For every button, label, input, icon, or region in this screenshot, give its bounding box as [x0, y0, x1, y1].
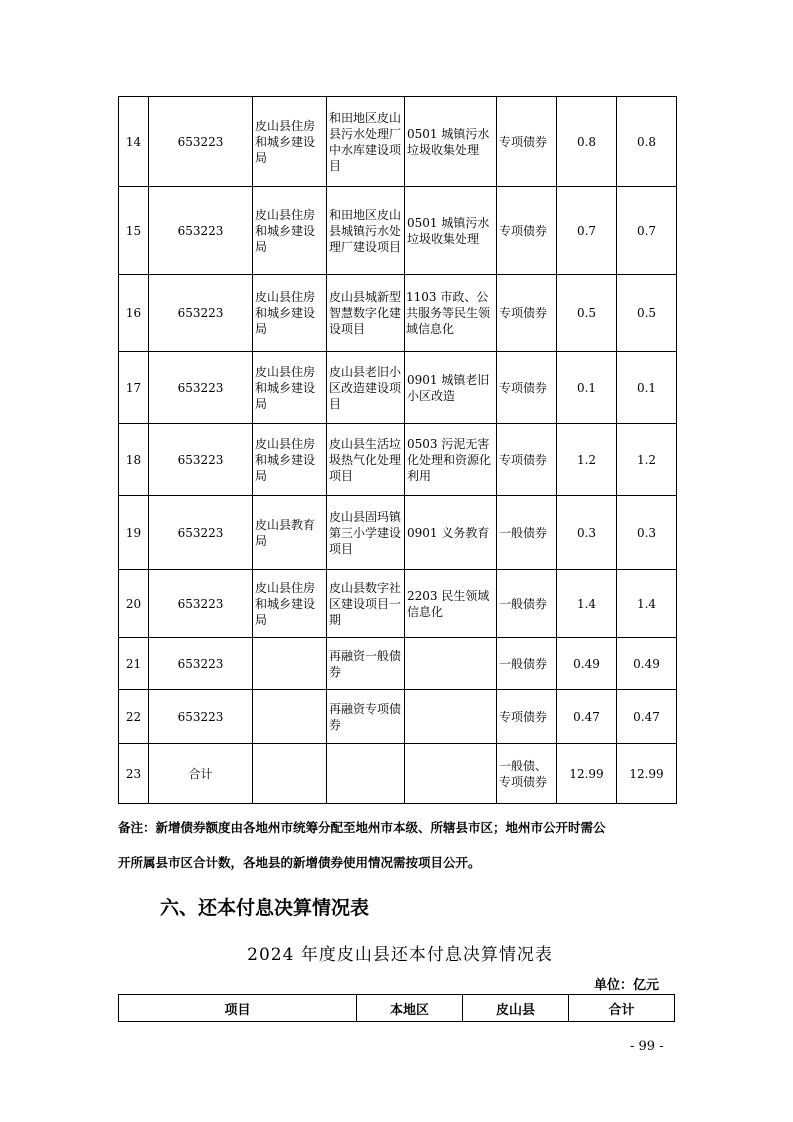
- project-category: 0501 城镇污水垃圾收集处理: [405, 187, 497, 275]
- page-number: - 99 -: [630, 1039, 664, 1054]
- repayment-table-header: [118, 994, 675, 1022]
- project-name: 皮山县数字社区建设项目一期: [327, 570, 405, 638]
- table-row: [119, 97, 677, 187]
- amount-total: 1.2: [617, 424, 677, 496]
- table-row: [119, 275, 677, 352]
- project-name: 和田地区皮山县城镇污水处理厂建设项目: [327, 187, 405, 275]
- department: [253, 690, 327, 744]
- unit-label: 单位：亿元: [594, 978, 660, 993]
- project-category: 0501 城镇污水垃圾收集处理: [405, 97, 497, 187]
- region-code: 653223: [149, 187, 253, 275]
- project-name: 皮山县城新型智慧数字化建设项目: [327, 275, 405, 352]
- table-row: [119, 496, 677, 570]
- department: 皮山县住房和城乡建设局: [253, 352, 327, 424]
- region-code: 653223: [149, 496, 253, 570]
- department: 皮山县住房和城乡建设局: [253, 275, 327, 352]
- amount: 0.1: [557, 352, 617, 424]
- row-number: 17: [119, 352, 149, 424]
- bond-type: 专项债券: [497, 690, 557, 744]
- header-total: 合计: [569, 995, 675, 1022]
- project-name: 再融资一般债券: [327, 638, 405, 690]
- department: [253, 744, 327, 804]
- region-code: 653223: [149, 570, 253, 638]
- bond-type: 专项债券: [497, 187, 557, 275]
- amount-total: 0.8: [617, 97, 677, 187]
- amount: 0.49: [557, 638, 617, 690]
- project-name: 皮山县生活垃圾热气化处理项目: [327, 424, 405, 496]
- project-name: 皮山县固玛镇第三小学建设项目: [327, 496, 405, 570]
- note-line-1: 备注：新增债券额度由各地州市统筹分配至地州市本级、所辖县市区；地州市公开时需公: [118, 820, 606, 835]
- amount: 0.47: [557, 690, 617, 744]
- bond-type: 一般债券: [497, 638, 557, 690]
- table-row: [119, 187, 677, 275]
- bond-type: 专项债券: [497, 352, 557, 424]
- row-number: 22: [119, 690, 149, 744]
- amount: 1.2: [557, 424, 617, 496]
- amount: 0.8: [557, 97, 617, 187]
- table-row-total: [119, 744, 677, 804]
- bond-type: 专项债券: [497, 97, 557, 187]
- row-number: 16: [119, 275, 149, 352]
- project-name: 皮山县老旧小区改造建设项目: [327, 352, 405, 424]
- table-row: [119, 424, 677, 496]
- table-row: [119, 638, 677, 690]
- department: 皮山县住房和城乡建设局: [253, 424, 327, 496]
- amount-total: 12.99: [617, 744, 677, 804]
- project-category: 0901 义务教育: [405, 496, 497, 570]
- row-number: 19: [119, 496, 149, 570]
- bond-usage-table: [118, 96, 677, 804]
- row-number: 21: [119, 638, 149, 690]
- amount: 12.99: [557, 744, 617, 804]
- bond-type: 专项债券: [497, 424, 557, 496]
- header-pishan-county: 皮山县: [463, 995, 569, 1022]
- project-category: 0901 城镇老旧小区改造: [405, 352, 497, 424]
- project-name: [327, 744, 405, 804]
- project-name: 再融资专项债券: [327, 690, 405, 744]
- region-code: 653223: [149, 638, 253, 690]
- bond-type: 一般债券: [497, 496, 557, 570]
- header-item: 项目: [119, 995, 357, 1022]
- amount-total: 0.1: [617, 352, 677, 424]
- row-number: 20: [119, 570, 149, 638]
- amount-total: 0.47: [617, 690, 677, 744]
- header-row: [119, 995, 675, 1022]
- project-category: 2203 民生领域信息化: [405, 570, 497, 638]
- project-category: 1103 市政、公共服务等民生领域信息化: [405, 275, 497, 352]
- bond-type: 一般债、专项债券: [497, 744, 557, 804]
- note-line-2: 开所属县市区合计数，各地县的新增债券使用情况需按项目公开。: [118, 855, 481, 870]
- amount-total: 1.4: [617, 570, 677, 638]
- project-category: [405, 744, 497, 804]
- region-code: 653223: [149, 352, 253, 424]
- row-number: 15: [119, 187, 149, 275]
- bond-type: 专项债券: [497, 275, 557, 352]
- project-name: 和田地区皮山县污水处理厂中水库建设项目: [327, 97, 405, 187]
- amount: 0.5: [557, 275, 617, 352]
- project-category: [405, 638, 497, 690]
- region-code: 653223: [149, 97, 253, 187]
- amount-total: 0.3: [617, 496, 677, 570]
- department: [253, 638, 327, 690]
- table-title: 2024 年度皮山县还本付息决算情况表: [247, 945, 553, 965]
- region-code: 653223: [149, 424, 253, 496]
- total-label: 合计: [149, 744, 253, 804]
- region-code: 653223: [149, 690, 253, 744]
- amount-total: 0.5: [617, 275, 677, 352]
- project-category: 0503 污泥无害化处理和资源化利用: [405, 424, 497, 496]
- department: 皮山县住房和城乡建设局: [253, 187, 327, 275]
- section-heading: 六、还本付息决算情况表: [160, 897, 370, 919]
- table-row: [119, 352, 677, 424]
- department: 皮山县住房和城乡建设局: [253, 97, 327, 187]
- row-number: 23: [119, 744, 149, 804]
- bond-type: 一般债券: [497, 570, 557, 638]
- amount: 0.3: [557, 496, 617, 570]
- region-code: 653223: [149, 275, 253, 352]
- amount: 0.7: [557, 187, 617, 275]
- table-row: [119, 570, 677, 638]
- department: 皮山县教育局: [253, 496, 327, 570]
- row-number: 14: [119, 97, 149, 187]
- department: 皮山县住房和城乡建设局: [253, 570, 327, 638]
- amount-total: 0.49: [617, 638, 677, 690]
- table-row: [119, 690, 677, 744]
- amount: 1.4: [557, 570, 617, 638]
- row-number: 18: [119, 424, 149, 496]
- amount-total: 0.7: [617, 187, 677, 275]
- header-local-region: 本地区: [357, 995, 463, 1022]
- project-category: [405, 690, 497, 744]
